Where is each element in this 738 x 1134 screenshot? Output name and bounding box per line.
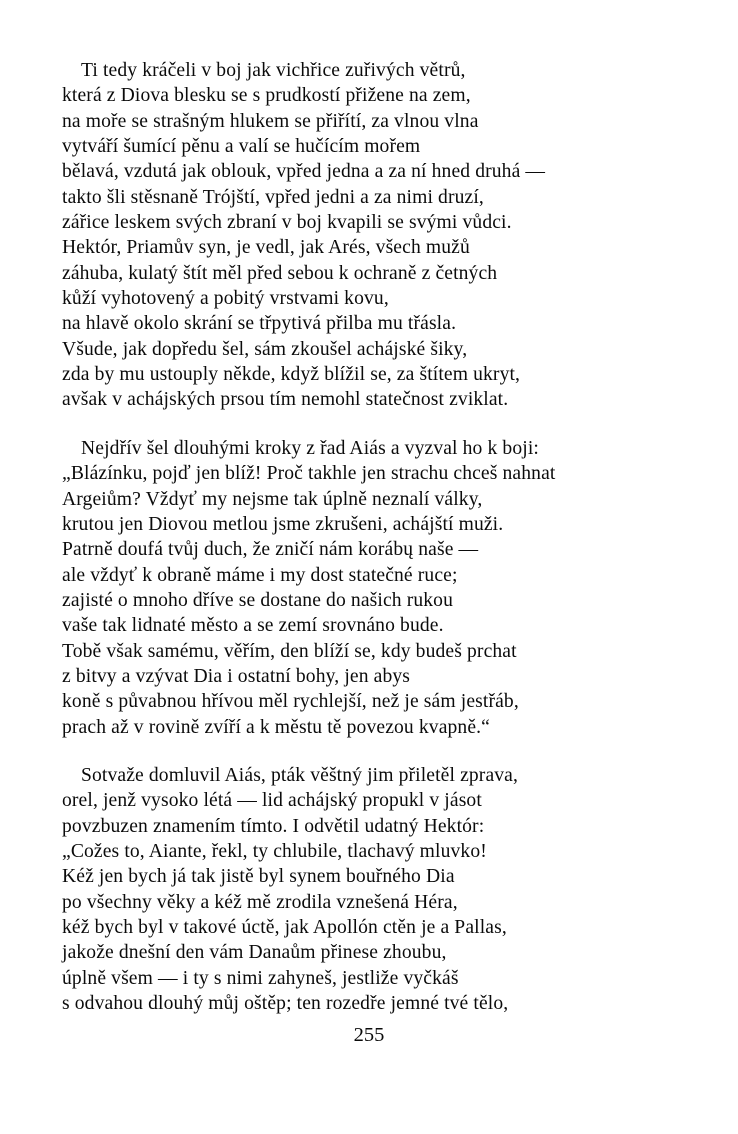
verse-line: Argeiům? Vždyť my nejsme tak úplně neznalí války, (62, 488, 483, 510)
verse-line: z bitvy a vzývat Dia i ostatní bohy, jen abys (62, 665, 411, 687)
verse-line: koně s půvabnou hřívou měl rychlejší, než je sám jestřáb, (62, 691, 519, 713)
verse-body (62, 58, 682, 1016)
verse-line: zajisté o mnoho dříve se dostane do našich rukou (62, 589, 454, 611)
verse-line: „Cožes to, Aiante, řekl, ty chlubile, tlachavý mluvko! (62, 840, 487, 862)
page-number: 255 (353, 1024, 385, 1046)
verse-line: Všude, jak dopředu šel, sám zkoušel achájské šiky, (62, 338, 468, 360)
verse-line: záhuba, kulatý štít měl před sebou k ochraně z četných (62, 262, 498, 284)
verse-line: vytváří šumící pěnu a valí se hučícím mořem (62, 136, 421, 158)
verse-line: která z Diova blesku se s prudkostí přižene na zem, (62, 85, 471, 107)
verse-line: takto šli stěsnaně Trójští, vpřed jedni a za nimi druzí, (62, 186, 484, 208)
verse-line: jakože dnešní den vám Danaům přinese zhoubu, (62, 942, 447, 964)
verse-line: kůží vyhotovený a pobitý vrstvami kovu, (62, 288, 389, 310)
verse-line: zda by mu ustouply někde, když blížil se, za štítem ukryt, (62, 364, 521, 386)
verse-line: bělavá, vzdutá jak oblouk, vpřed jedna a za ní hned druhá — (62, 161, 546, 183)
verse-line: vaše tak lidnaté město a se zemí srovnáno bude. (62, 615, 444, 637)
verse-line: Tobě však samému, věřím, den blíží se, kdy budeš prchat (62, 640, 517, 662)
verse-line: Hektór, Priamův syn, je vedl, jak Arés, všech mužů (62, 237, 470, 259)
verse-line: ale vždyť k obraně máme i my dost statečné ruce; (62, 564, 458, 586)
verse-line: zářice leskem svých zbraní v boj kvapili se svými vůdci. (62, 212, 512, 234)
verse-line: po všechny věky a kéž mě zrodila vznešená Héra, (62, 891, 458, 913)
stanza-1 (62, 58, 682, 413)
verse-line: „Blázínku, pojď jen blíž! Proč takhle jen strachu chceš nahnat (62, 463, 556, 485)
verse-line: Kéž jen bych já tak jistě byl synem bouřného Dia (62, 866, 455, 888)
verse-line: avšak v achájských prsou tím nemohl statečnost zviklat. (62, 389, 509, 411)
verse-line: orel, jenž vysoko létá — lid achájský propukl v jásot (62, 790, 482, 812)
verse-line: úplně všem — i ty s nimi zahyneš, jestliže vyčkáš (62, 967, 459, 989)
verse-line: prach až v rovině zvíří a k městu tě povezou kvapně.“ (62, 716, 490, 738)
verse-line: na hlavě okolo skrání se třpytivá přilba mu třásla. (62, 313, 457, 335)
verse-line: kéž bych byl v takové úctě, jak Apollón ctěn je a Pallas, (62, 917, 507, 938)
verse-line: na moře se strašným hlukem se přiřítí, za vlnou vlna (62, 110, 479, 132)
verse-line: Ti tedy kráčeli v boj jak vichřice zuřivých větrů, (81, 60, 466, 81)
verse-line: Nejdřív šel dlouhými kroky z řad Aiás a vyzval ho k boji: (81, 437, 539, 459)
stanza-3 (62, 763, 682, 1016)
verse-line: Patrně doufá tvůj duch, že zničí nám korábų naše — (62, 539, 479, 561)
verse-line: krutou jen Diovou metlou jsme zkrušeni, achájští muži. (62, 513, 504, 535)
verse-line: s odvahou dlouhý můj oštěp; ten rozedře jemné tvé tělo, (62, 993, 509, 1015)
verse-line: Sotvaže domluvil Aiás, pták věštný jim přiletěl zprava, (81, 764, 519, 786)
stanza-2 (62, 436, 682, 740)
verse-line: povzbuzen znamením tímto. I odvětil udatný Hektór: (62, 815, 485, 837)
